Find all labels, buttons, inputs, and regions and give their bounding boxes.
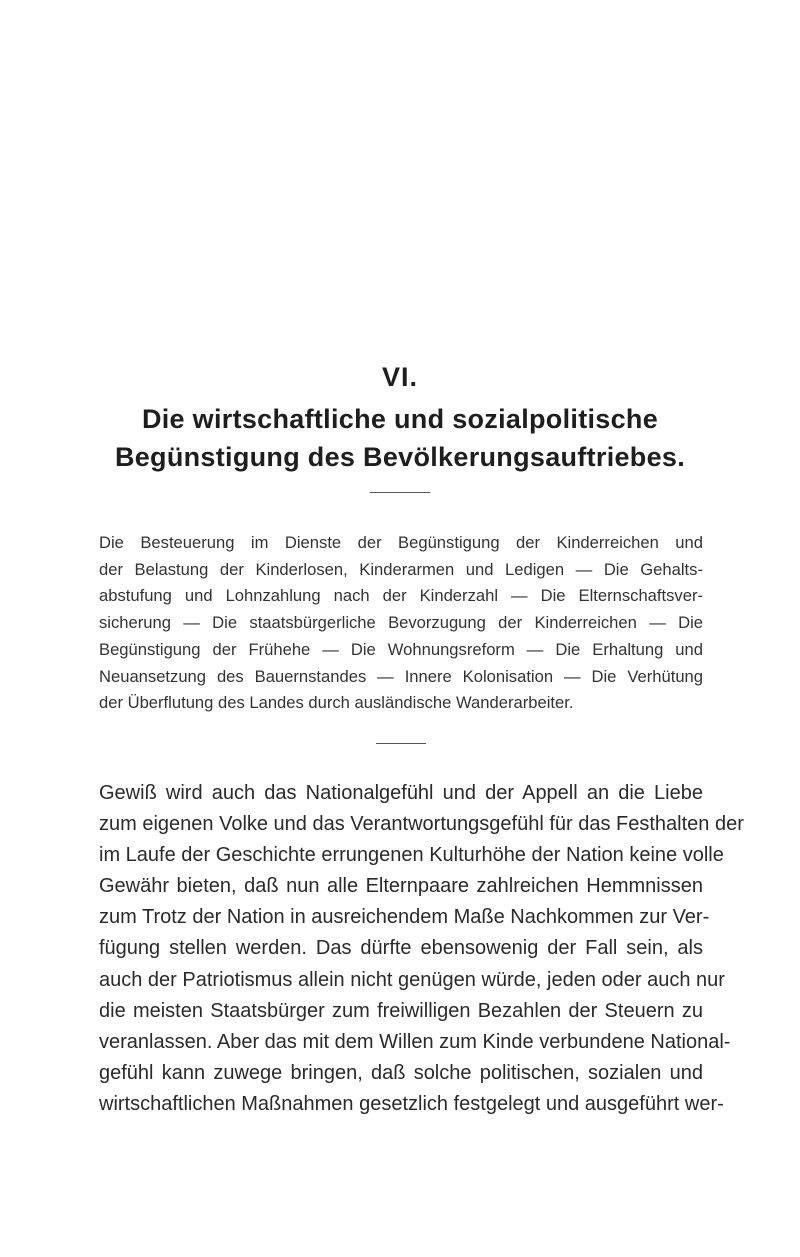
body-line: Gewähr bieten, daß nun alle Elternpaare zahlreichen Hemmnissen	[99, 875, 703, 898]
chapter-summary	[99, 530, 703, 717]
divider-rule	[376, 743, 426, 744]
body-line: die meisten Staatsbürger zum freiwilligen Bezahlen der Steuern zu	[99, 999, 703, 1022]
chapter-title-line: Die wirtschaftliche und sozialpolitische	[141, 404, 659, 434]
summary-line: sicherung — Die staatsbürgerliche Bevorzugung der Kinderreichen — Die	[99, 613, 703, 633]
summary-line: Neuansetzung des Bauernstandes — Innere Kolonisation — Die Verhütung	[99, 666, 703, 686]
body-line: veranlassen. Aber das mit dem Willen zum Kinde verbundene National-	[99, 1030, 731, 1053]
chapter-title	[0, 400, 800, 476]
summary-line: der Überflutung des Landes durch ausländische Wanderarbeiter.	[99, 693, 574, 713]
divider-rule	[370, 492, 430, 493]
body-line: zum eigenen Volke und das Verantwortungsgefühl für das Festhalten der	[99, 813, 744, 836]
body-line: im Laufe der Geschichte errungenen Kulturhöhe der Nation keine volle	[99, 844, 724, 867]
summary-line: abstufung und Lohnzahlung nach der Kinderzahl — Die Elternschaftsver-	[99, 586, 703, 606]
body-paragraph	[99, 778, 744, 1120]
body-line: auch der Patriotismus allein nicht genügen würde, jeden oder auch nur	[99, 968, 725, 991]
body-line: Gewiß wird auch das Nationalgefühl und der Appell an die Liebe	[99, 782, 703, 804]
summary-line: Die Besteuerung im Dienste der Begünstigung der Kinderreichen und	[99, 533, 703, 552]
body-line: zum Trotz der Nation in ausreichendem Maße Nachkommen zur Ver-	[99, 906, 710, 929]
summary-line: Begünstigung der Frühehe — Die Wohnungsreform — Die Erhaltung und	[99, 639, 703, 659]
chapter-number: VI.	[381, 362, 418, 392]
body-line: wirtschaftlichen Maßnahmen gesetzlich festgelegt und ausgeführt wer-	[99, 1092, 724, 1115]
body-line: fügung stellen werden. Das dürfte ebensowenig der Fall sein, als	[99, 937, 703, 960]
body-line: gefühl kann zuwege bringen, daß solche politischen, sozialen und	[99, 1061, 703, 1084]
chapter-title-line: Begünstigung des Bevölkerungsauftriebes.	[114, 442, 686, 472]
summary-line: der Belastung der Kinderlosen, Kinderarmen und Ledigen — Die Gehalts-	[99, 559, 703, 579]
